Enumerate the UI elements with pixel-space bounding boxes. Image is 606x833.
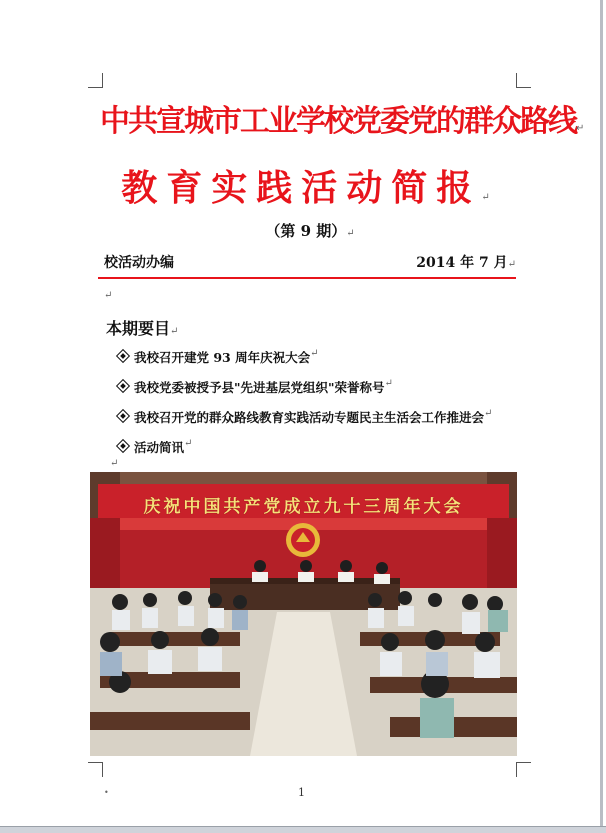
photo-banner-text: 庆祝中国共产党成立九十三周年大会 [143, 497, 464, 517]
section-title: 本期要目↵ [106, 319, 179, 338]
margin-corner-bottom-right [516, 762, 531, 777]
contents-list [116, 348, 492, 468]
paragraph-mark: ↵ [110, 458, 119, 469]
issue-number: （第 9 期）↵ [265, 222, 355, 240]
list-item: 我校党委被授予县"先进基层党组织"荣誉称号 ↵ [116, 378, 492, 408]
bulletin-title-line2: 教育实践活动简报↵ [121, 167, 499, 209]
diamond-bullet-icon [116, 439, 130, 453]
margin-corner-bottom-left [88, 762, 103, 777]
list-item: 我校召开党的群众路线教育实践活动专题民主生活会工作推进会 ↵ [116, 408, 492, 438]
meeting-photo [90, 472, 517, 756]
issue-date: 2014 年 7 月↵ [416, 255, 516, 271]
diamond-bullet-icon [116, 379, 130, 393]
bulletin-title-line1: 中共宣城市工业学校党委党的群众路线↵ [100, 104, 583, 139]
diamond-bullet-icon [116, 409, 130, 423]
paragraph-mark: • [104, 788, 109, 797]
margin-corner-top-left [88, 73, 103, 88]
margin-corner-top-right [516, 73, 531, 88]
red-divider-line [98, 277, 516, 279]
list-item: 我校召开建党 93 周年庆祝大会 ↵ [116, 348, 492, 378]
paragraph-mark: ↵ [104, 290, 113, 301]
list-item: 活动简讯 ↵ [116, 438, 492, 468]
page-number: 1 [298, 786, 305, 799]
diamond-bullet-icon [116, 349, 130, 363]
editor-label: 校活动办编 [104, 255, 174, 271]
